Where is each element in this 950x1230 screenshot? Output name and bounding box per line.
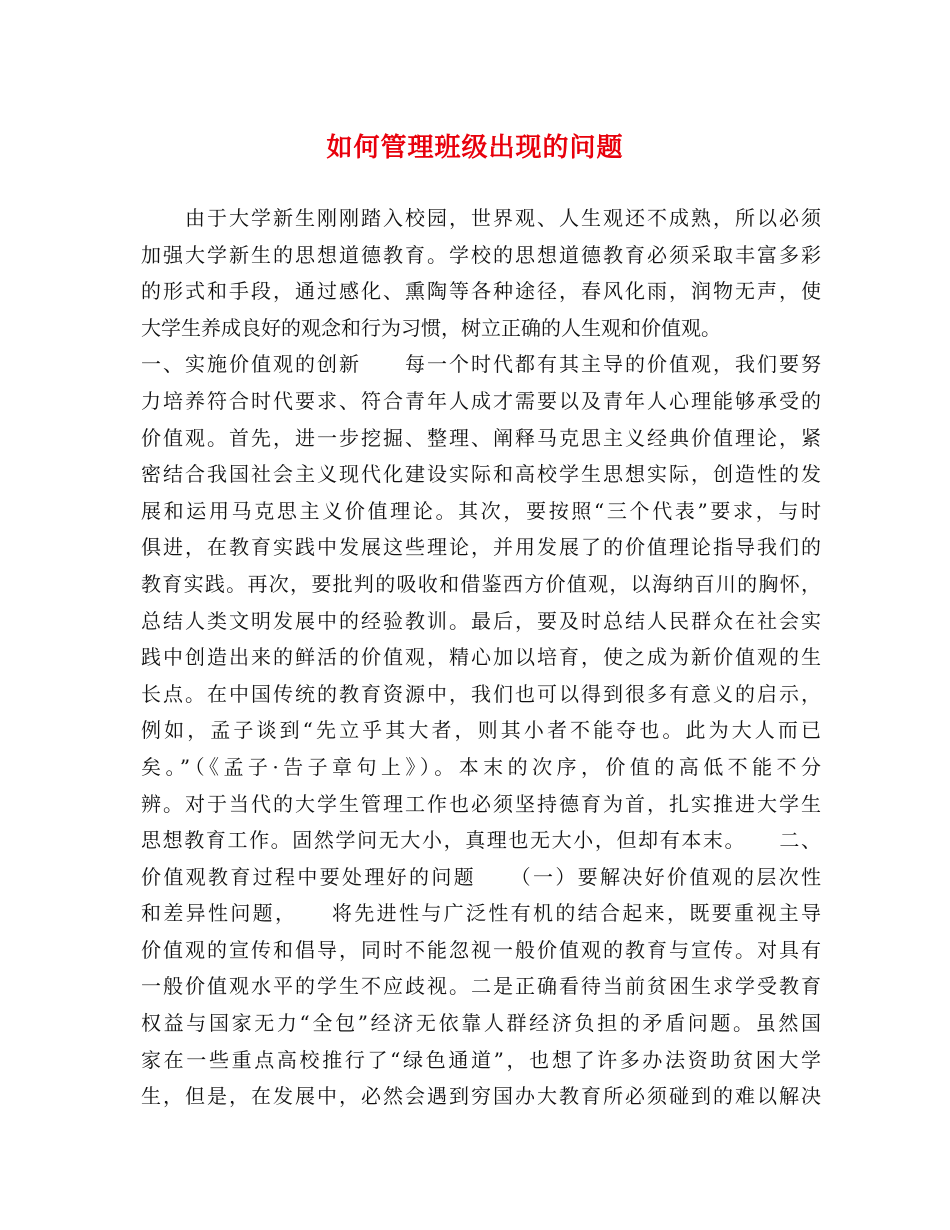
body-line: 生，但是，在发展中，必然会遇到穷国办大教育所必须碰到的难以解决	[141, 1084, 821, 1109]
body-line: 例如，孟子谈到“先立乎其大者，则其小者不能夺也。此为大人而已	[141, 718, 821, 743]
body-line: 和差异性问题， 将先进性与广泛性有机的结合起来，既要重视主导	[141, 901, 821, 926]
body-line: 价值观教育过程中要处理好的问题 （一）要解决好价值观的层次性	[141, 864, 821, 889]
body-line: 价值观的宣传和倡导，同时不能忽视一般价值观的教育与宣传。对具有	[141, 937, 821, 962]
body-line: 一般价值观水平的学生不应歧视。二是正确看待当前贫困生求学受教育	[141, 974, 821, 999]
body-line: 长点。在中国传统的教育资源中，我们也可以得到很多有意义的启示，	[141, 681, 821, 706]
body-line: 俱进，在教育实践中发展这些理论，并用发展了的价值理论指导我们的	[141, 535, 821, 560]
body-line: 思想教育工作。固然学问无大小，真理也无大小，但却有本末。 二、	[141, 828, 821, 853]
body-line: 矣。”（《孟子·告子章句上》）。本末的次序，价值的高低不能不分	[141, 754, 821, 779]
body-line: 辨。对于当代的大学生管理工作也必须坚持德育为首，扎实推进大学生	[141, 791, 821, 816]
body-line: 权益与国家无力“全包”经济无依靠人群经济负担的矛盾问题。虽然国	[141, 1011, 821, 1036]
body-line: 总结人类文明发展中的经验教训。最后，要及时总结人民群众在社会实	[141, 608, 821, 633]
document-body	[141, 200, 821, 1115]
body-line: 价值观。首先，进一步挖掘、整理、阐释马克思主义经典价值理论，紧	[141, 425, 821, 450]
body-line: 家在一些重点高校推行了“绿色通道”，也想了许多办法资助贫困大学	[141, 1047, 821, 1072]
body-line: 由于大学新生刚刚踏入校园，世界观、人生观还不成熟，所以必须	[141, 206, 821, 230]
body-line: 加强大学新生的思想道德教育。学校的思想道德教育必须采取丰富多彩	[141, 242, 821, 267]
body-line: 教育实践。再次，要批判的吸收和借鉴西方价值观，以海纳百川的胸怀，	[141, 571, 821, 596]
body-line: 践中创造出来的鲜活的价值观，精心加以培育，使之成为新价值观的生	[141, 645, 821, 670]
document-title: 如何管理班级出现的问题	[326, 133, 624, 163]
body-line: 密结合我国社会主义现代化建设实际和高校学生思想实际，创造性的发	[141, 462, 821, 487]
body-line: 的形式和手段，通过感化、熏陶等各种途径，春风化雨，润物无声，使	[141, 279, 821, 304]
body-line: 力培养符合时代要求、符合青年人成才需要以及青年人心理能够承受的	[141, 388, 821, 413]
body-line: 一、实施价值观的创新 每一个时代都有其主导的价值观，我们要努	[141, 352, 821, 377]
body-line: 大学生养成良好的观念和行为习惯，树立正确的人生观和价值观。	[141, 315, 721, 340]
body-line: 展和运用马克思主义价值理论。其次，要按照“三个代表”要求，与时	[141, 498, 821, 523]
